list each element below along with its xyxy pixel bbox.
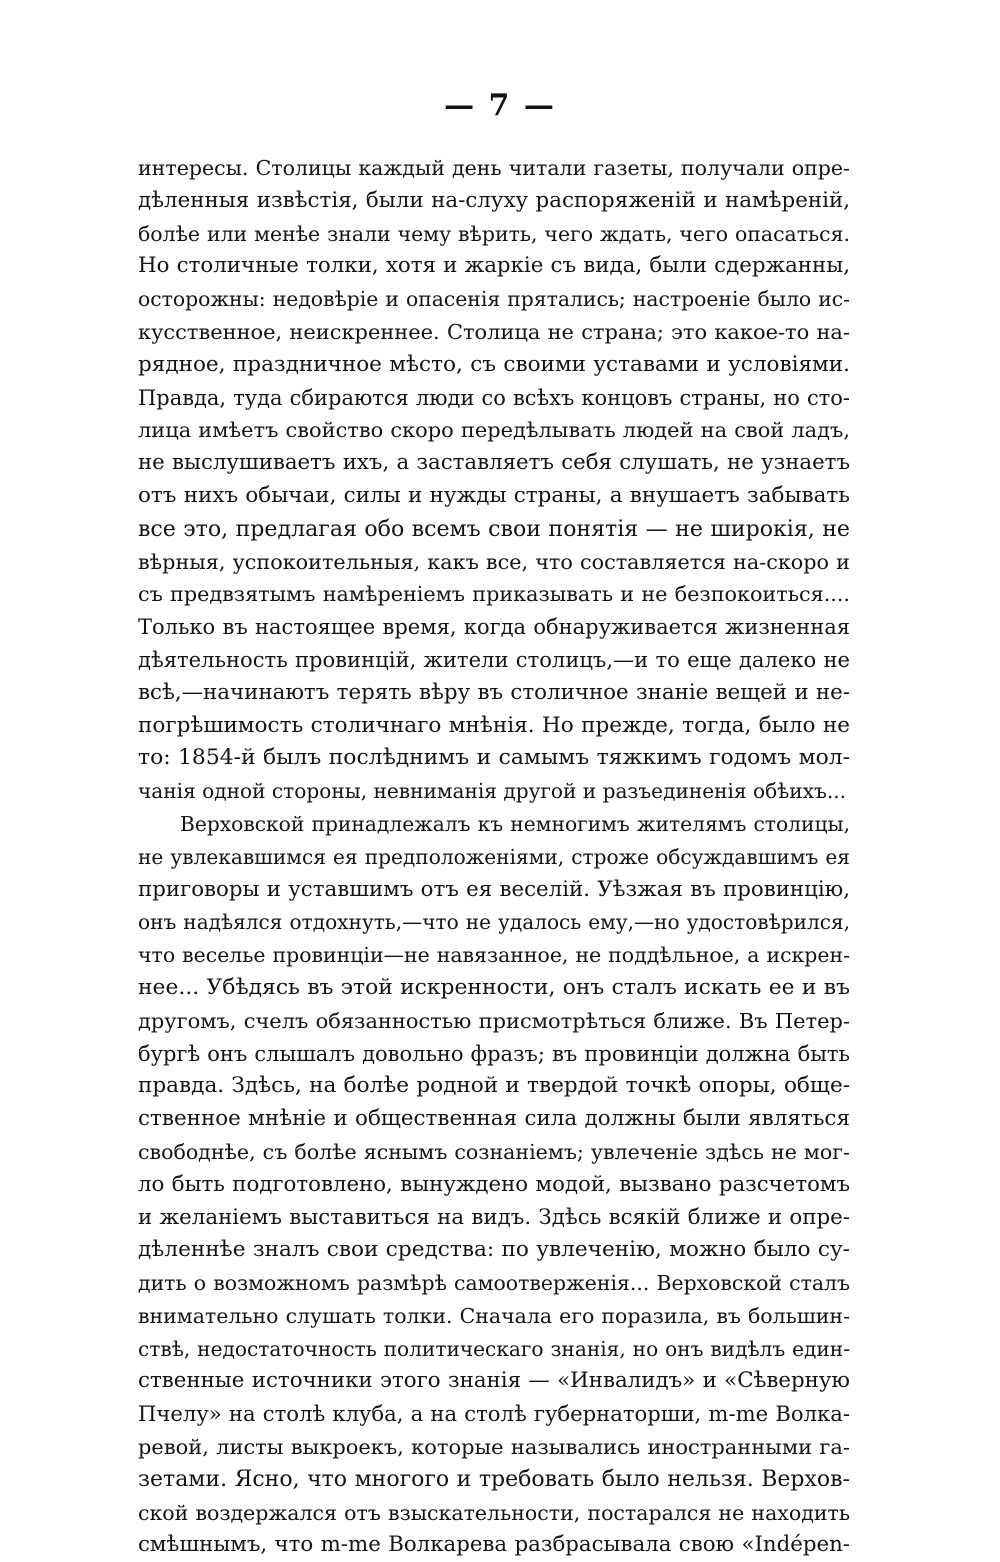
text-line: съ предвзятымъ намѣреніемъ приказывать и не безпокоиться.... (138, 582, 850, 607)
text-line: внимательно слушать толки. Сначала его поразила, въ большин- (138, 1303, 850, 1328)
text-line: другомъ, счелъ обязанностью присмотрѣться ближе. Въ Петер- (138, 1008, 850, 1033)
text-line: не увлекавшимся ея предположеніями, строже обсуждавшимъ ея (138, 844, 850, 869)
text-line: ревой, листы выкроекъ, которые назывались иностранными га- (138, 1435, 850, 1460)
text-line: болѣе или менѣе знали чему вѣрить, чего ждать, чего опасаться. (138, 221, 850, 246)
text-line: лица имѣетъ свойство скоро передѣлывать людей на свой ладъ, (138, 418, 850, 443)
text-line: Пчелу» на столѣ клуба, а на столѣ губернаторши, m-me Волка- (138, 1401, 850, 1427)
text-line: вѣрныя, успокоительныя, какъ все, что составляется на-скоро и (138, 549, 850, 574)
text-line: что веселье провинціи—не навязанное, не поддѣльное, а искрен- (138, 943, 850, 968)
text-line: бургѣ онъ слышалъ довольно фразъ; въ провинціи должна быть (138, 1041, 850, 1066)
text-line: дѣятельность провинцій, жители столицъ,—и то еще далеко не (138, 646, 850, 672)
text-line: кусственное, неискреннее. Столица не страна; это какое-то на- (138, 319, 850, 344)
text-line: погрѣшимость столичнаго мнѣнія. Но прежде, тогда, было не (138, 712, 850, 738)
text-line: и желаніемъ выставиться на видъ. Здѣсь всякій ближе и опре- (138, 1204, 850, 1230)
text-line: ствѣ, недостаточность политическаго знанія, но онъ видѣлъ един- (138, 1336, 850, 1361)
body-text (138, 152, 850, 1562)
text-line: смѣшнымъ, что m-me Волкарева разбрасывала свою «Indépen- (138, 1532, 850, 1558)
text-line: ло быть подготовлено, вынуждено модой, вызвано разсчетомъ (138, 1171, 850, 1197)
text-line: приговоры и уставшимъ отъ ея веселій. Уѣзжая въ провинцію, (138, 876, 850, 902)
paragraph-first-line: Верховской принадлежалъ къ немногимъ жителямъ столицы, (180, 811, 850, 836)
text-line: всѣ,—начинаютъ терять вѣру въ столичное знаніе вещей и не- (138, 679, 850, 705)
text-line: правда. Здѣсь, на болѣе родной и твердой точкѣ опоры, обще- (138, 1073, 850, 1099)
text-line: Но столичные толки, хотя и жаркіе съ вида, были сдержанны, (138, 253, 850, 279)
text-line: ственные источники этого знанія — «Инвалидъ» и «Сѣверную (138, 1368, 850, 1394)
text-line: ственное мнѣніе и общественная сила должны были являться (138, 1106, 850, 1132)
paragraph-end-line: чанія одной стороны, невниманія другой и разъединенія обѣихъ... (138, 779, 846, 804)
text-line: интересы. Столицы каждый день читали газеты, получали опре- (138, 156, 850, 180)
text-line: свободнѣе, съ болѣе яснымъ сознаніемъ; увлеченіе здѣсь не мог- (138, 1139, 850, 1164)
text-line: все это, предлагая обо всемъ свои понятія — не широкія, не (138, 515, 850, 542)
text-line: то: 1854-й былъ послѣднимъ и самымъ тяжкимъ годомъ мол- (138, 745, 850, 771)
text-line: дить о возможномъ размѣрѣ самоотверженія... Верховской сталъ (138, 1271, 850, 1296)
text-line: дѣленнѣе зналъ свои средства: по увлеченію, можно было су- (138, 1237, 850, 1263)
page-number: — 7 — (444, 88, 556, 123)
text-line: дѣленныя извѣстія, были на-слуху распоряженій и намѣреній, (138, 187, 850, 213)
text-line: нее... Убѣдясь въ этой искренности, онъ сталъ искать ее и въ (138, 974, 850, 1000)
text-line: не выслушиваетъ ихъ, а заставляетъ себя слушать, не узнаетъ (138, 450, 850, 476)
text-line: Правда, туда сбираются люди со всѣхъ концовъ страны, но сто- (138, 385, 850, 410)
text-line: онъ надѣялся отдохнуть,—что не удалось ему,—но удостовѣрился, (138, 910, 850, 935)
text-line: осторожны: недовѣріе и опасенія прятались; настроеніе было ис- (138, 287, 850, 312)
text-line: отъ нихъ обычаи, силы и нужды страны, а внушаетъ забывать (138, 482, 850, 508)
text-line: рядное, праздничное мѣсто, съ своими уставами и условіями. (138, 351, 850, 377)
text-line: ской воздержался отъ взыскательности, постарался не находить (138, 1500, 850, 1525)
text-line: зетами. Ясно, что многого и требовать было нельзя. Верхов- (138, 1466, 850, 1492)
text-line: Только въ настоящее время, когда обнаруживается жизненная (138, 614, 850, 640)
